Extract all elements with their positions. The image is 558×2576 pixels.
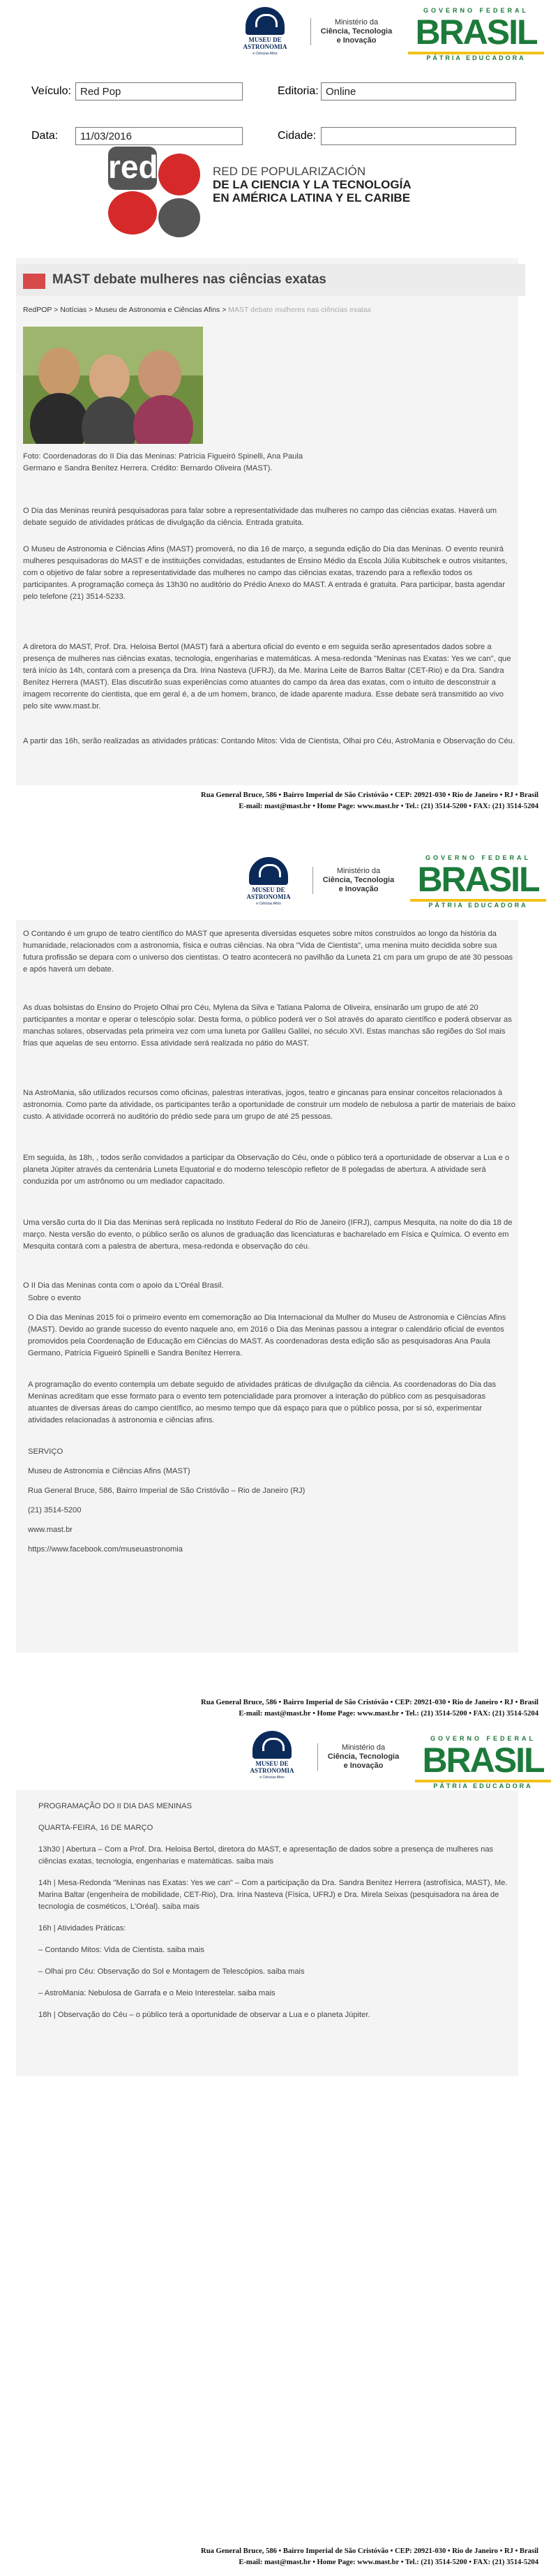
ministry-line3: e Inovação — [338, 885, 379, 893]
breadcrumb-link[interactable]: Notícias — [60, 306, 87, 314]
article-paragraph: A programação do evento contempla um debate seguido de atividades práticas de divulgação da ciência. As coordenadoras do Dia das Meninas acreditam que esse formato para o evento tem potencialidade para promover a interação do público com as pesquisadoras atuantes de diversas áreas do campo científico, ao mesmo tempo que dá espaço para que o público possa, por si só, experimentar atividades relacionadas à astronomia e ciências afins. — [28, 1380, 497, 1424]
article-paragraph: O Museu de Astronomia e Ciências Afins (MAST) promoverá, no dia 16 de março, a segunda edição do Dia das Meninas. O evento reunirá mulheres pesquisadoras do MAST e de instituições convidadas, estudantes de Ensino Médio da Escola Júlia Kubitschek e outros visitantes, com o objetivo de falar sobre a representatividade das mulheres no campo das ciências exatas, trazendo para a reflexão todos os participantes. A programação começa às 13h30 no auditório do Prédio Anexo do MAST. A entrada é gratuita. Para participar, basta agendar pelo telefone (21) 3514-5233. — [23, 545, 508, 601]
cidade-label: Cidade: — [278, 130, 317, 142]
gov-label: GOVERNO FEDERAL — [425, 854, 531, 861]
article-paragraph: O Contando é um grupo de teatro científico do MAST que apresenta diversidas esquetes sobre mitos construídos ao longo da história da humanidade, relacionados com a astronomia, física e outras ciências. Na obra "Vida de Cientista", uma menina muito decidida sobre sua futura profissão se depara com o universo dos cientistas. O teatro acontecerá no pavilhão da Luneta 21 cm para um grupo de até 30 pessoas e após haverá um debate. — [23, 930, 513, 974]
program-item: 16h | Atividades Práticas: — [38, 1924, 126, 1933]
mast-name: MUSEU DE ASTRONOMIA — [246, 886, 291, 900]
brasil-logo — [408, 7, 544, 68]
redpop-circle-icon — [108, 191, 157, 234]
mast-logo — [237, 3, 292, 57]
observatory-dome-icon — [249, 857, 288, 885]
redpop-circle-icon — [158, 198, 200, 237]
photo-person — [138, 350, 181, 399]
article-paragraph: O II Dia das Meninas conta com o apoio da L'Oréal Brasil. — [23, 1281, 224, 1290]
mast-sub: e Ciências Afins — [256, 902, 281, 906]
veiculo-label: Veículo: — [31, 85, 71, 97]
article-paragraph: Em seguida, às 18h, , todos serão convidados a participar da Observação do Céu, onde o público terá a oportunidade de observar a Lua e o planeta Júpiter através da centenária Luneta Equatorial e do moderno telescópio refletor de 8 polegadas de abertura. A atividade será conduzida por um astrônomo ou um mediador capacitado. — [23, 1154, 510, 1186]
slogan: PÁTRIA EDUCADORA — [428, 902, 528, 909]
footer-contact: E-mail: mast@mast.br • Home Page: www.mast.br • Tel.: (21) 3514-5200 • FAX: (21) 3514-5204 — [239, 803, 538, 810]
program-item: – Contando Mitos: Vida de Cientista. saiba mais — [38, 1946, 204, 1954]
mast-logo — [244, 1727, 299, 1781]
article-title: MAST debate mulheres nas ciências exatas — [52, 272, 326, 287]
program-list — [38, 1801, 513, 2031]
redpop-line3: EN AMÉRICA LATINA Y EL CARIBE — [213, 191, 411, 204]
brasil-word: BRASIL — [415, 13, 537, 52]
ministry-line1: Ministério da — [341, 1743, 386, 1752]
article-paragraph: As duas bolsistas do Ensino do Projeto Olhai pro Céu, Mylena da Silva e Tatiana Paloma de Oliveira, ensinarão um grupo de até 20 participantes a montar e operar o telescópio solar. Desta forma, o público poderá ver o Sol através do aparato científico e poderá observar as manchas solares, observadas pela primeira vez com uma luneta por Galileu Galilei, no século XVI. Estas manchas são regiões do Sol mais frias que aquelas de seu entorno. Essa atividade será realizada no pátio do MAST. — [23, 1004, 512, 1048]
footer — [36, 2546, 538, 2568]
photo-caption: Foto: Coordenadoras do II Dia das Meninas: Patrícia Figueiró Spinelli, Ana Paula Germano e Sandra Benítez Herrera. Crédito: Bernardo Oliveira (MAST). — [23, 452, 303, 472]
photo-person — [38, 348, 80, 396]
breadcrumb-link[interactable]: Museu de Astronomia e Ciências Afins — [95, 306, 220, 314]
cidade-field[interactable] — [321, 127, 516, 145]
redpop-line1: RED DE POPULARIZACIÓN — [213, 165, 366, 178]
data-label: Data: — [31, 130, 59, 142]
redpop-logo — [108, 147, 453, 258]
footer-address: Rua General Bruce, 586 • Bairro Imperial de São Cristóvão • CEP: 20921-030 • Rio de Janeiro • RJ • Brasil — [201, 791, 538, 799]
footer — [36, 790, 538, 812]
ministry-label — [310, 18, 395, 45]
mast-name: MUSEU DE ASTRONOMIA — [250, 1760, 294, 1774]
program-item: 18h | Observação do Céu – o público terá a oportunidade de observar a Lua e o planeta Júpiter. — [38, 2011, 370, 2019]
redpop-circle-icon — [158, 154, 200, 195]
redpop-logo-letters: red — [108, 147, 157, 190]
breadcrumb-current: MAST debate mulheres nas ciências exatas — [228, 306, 371, 314]
photo-person — [133, 395, 193, 444]
breadcrumb: RedPOP > Notícias > Museu de Astronomia e Ciências Afins > MAST debate mulheres nas ciências exatas — [23, 306, 371, 314]
brasil-word: BRASIL — [417, 860, 539, 899]
redpop-line2: DE LA CIENCIA Y LA TECNOLOGÍA — [213, 178, 412, 191]
ministry-label — [317, 1743, 402, 1771]
article-paragraph: Na AstroMania, são utilizados recursos como oficinas, palestras interativas, jogos, teatro e gincanas para ensinar conceitos relacionados à astronomia. Como parte da atividade, os participantes terão a oportunidade de construir um modelo de nebulosa a partir de materiais de baixo custo. A atividade ocorrerá no auditório do prédio sede para um grupo de até 25 pessoas. — [23, 1089, 515, 1121]
ministry-line1: Ministério da — [334, 18, 379, 27]
data-field[interactable]: 11/03/2016 — [75, 127, 243, 145]
service-info: Rua General Bruce, 586, Bairro Imperial de São Cristóvão – Rio de Janeiro (RJ) — [28, 1487, 306, 1495]
mast-name: MUSEU DE ASTRONOMIA — [243, 36, 287, 50]
footer — [36, 1697, 538, 1720]
page2-header — [0, 850, 558, 927]
program-heading: PROGRAMAÇÃO DO II DIA DAS MENINAS — [38, 1802, 193, 1810]
page3-header — [0, 1724, 558, 1801]
editoria-field[interactable]: Online — [321, 82, 516, 100]
redpop-text — [213, 165, 450, 204]
breadcrumb-link[interactable]: RedPOP — [23, 306, 52, 314]
photo-person — [30, 393, 89, 444]
article-paragraph: A partir das 16h, serão realizadas as atividades práticas: Contando Mitos: Vida de Cientista, Olhai pro Céu, AstroMania e Observação do Céu. — [23, 737, 515, 745]
photo-person — [89, 355, 130, 401]
ministry-line2: Ciência, Tecnologia — [320, 27, 393, 36]
brasil-logo — [415, 1735, 551, 1796]
page1-header — [0, 0, 558, 77]
footer-address: Rua General Bruce, 586 • Bairro Imperial de São Cristóvão • CEP: 20921-030 • Rio de Janeiro • RJ • Brasil — [201, 1699, 538, 1706]
brasil-logo — [410, 854, 546, 916]
slogan: PÁTRIA EDUCADORA — [426, 54, 526, 61]
ministry-line2: Ciência, Tecnologia — [327, 1752, 400, 1761]
program-item: 13h30 | Abertura – Com a Prof. Dra. Heloisa Bertol, diretora do MAST, e apresentação de dados sobre a presença de mulheres nas ciências exatas, tecnologia, engenharias e matemáticas. saiba mais — [38, 1845, 494, 1866]
article-photo — [23, 327, 203, 444]
gov-label: GOVERNO FEDERAL — [430, 1735, 536, 1742]
service-info: Museu de Astronomia e Ciências Afins (MAST) — [28, 1467, 190, 1475]
article-paragraph: O Dia das Meninas 2015 foi o primeiro evento em comemoração ao Dia Internacional da Mulher do Museu de Astronomia e Ciências Afins (MAST). Devido ao grande sucesso do evento naquele ano, em 2016 o Dia das Meninas passou a integrar o calendário oficial de eventos promovidos pela Coordenação de Educação em Ciências do MAST. As coordenadoras desta edição são as pesquisadoras Ana Paula Germano, Patrícia Figueiró Spinelli e Sandra Benítez Herrera. — [28, 1313, 506, 1357]
ministry-label — [312, 867, 397, 894]
editoria-label: Editoria: — [278, 85, 319, 97]
ministry-line2: Ciência, Tecnologia — [322, 876, 395, 884]
photo-person — [82, 396, 137, 444]
mast-logo — [241, 853, 295, 907]
program-item: 14h | Mesa-Redonda "Meninas nas Exatas: Yes we can" – Com a participação da Dra. Sandra Benítez Herrera (astrofísica, MAST), Me. Marina Baltar (engenheira de mobilidade, CET-Rio), Dra. Irina Nasteva (Física, UFRJ) e Dra. Mirela Seixas (pesquisadora na área de tecnologia de cosméticos, L'Oréal). saiba mais — [38, 1879, 508, 1911]
program-item: – Olhai pro Céu: Observação do Sol e Montagem de Telescópios. saiba mais — [38, 1967, 305, 1976]
brasil-word: BRASIL — [422, 1741, 544, 1780]
veiculo-field[interactable]: Red Pop — [75, 82, 243, 100]
ministry-line3: e Inovação — [343, 1762, 384, 1770]
service-link[interactable]: www.mast.br — [28, 1526, 73, 1534]
gov-label: GOVERNO FEDERAL — [423, 7, 529, 14]
ministry-line1: Ministério da — [336, 867, 381, 875]
section-heading: SERVIÇO — [28, 1447, 63, 1456]
slogan: PÁTRIA EDUCADORA — [433, 1782, 533, 1789]
article-paragraph: O Dia das Meninas reunirá pesquisadoras para falar sobre a representatividade das mulheres no campo das ciências exatas. Haverá um debate seguido de atividades práticas de divulgação da ciência. Entrada gratuita. — [23, 507, 497, 527]
article-paragraph: A diretora do MAST, Prof. Dra. Heloisa Bertol (MAST) fará a abertura oficial do evento e em seguida serão apresentados dados sobre a presença de mulheres nas ciências exatas, tecnologia, engenharias e matemáticas. A mesa-redonda "Meninas nas Exatas: Yes we can", que terá início às 14h, contará com a presença da Dra. Irina Nasteva (UFRJ), da Me. Marina Leite de Barros Baltar (CET-Rio) e da Dra. Sandra Benítez Herrera (MAST). Elas discutirão suas experiências como atuantes do campo da área das exatas, com o intuito de desconstruir a imagem recorrente do cientista, que em geral é, a de um homem, branco, de idade aparente madura. Esse debate será transmitido ao vivo pelo site www.mast.br. — [23, 643, 511, 710]
service-link[interactable]: https://www.facebook.com/museuastronomia — [28, 1545, 183, 1554]
section-heading: Sobre o evento — [28, 1294, 81, 1302]
ministry-line3: e Inovação — [336, 36, 377, 45]
article-paragraph: Uma versão curta do II Dia das Meninas será replicada no Instituto Federal do Rio de Janeiro (IFRJ), campus Mesquita, na noite do dia 18 de março. Nesta versão do evento, o público serão os alunos de graduação das licenciaturas e bacharelado em Física e Química. O evento em Mesquita contará com a palestra de abertura, mesa-redonda e observação do céu. — [23, 1219, 513, 1251]
article-header — [16, 264, 525, 296]
program-date: QUARTA-FEIRA, 16 DE MARÇO — [38, 1824, 153, 1832]
footer-contact: E-mail: mast@mast.br • Home Page: www.mast.br • Tel.: (21) 3514-5200 • FAX: (21) 3514-5204 — [239, 2559, 538, 2566]
observatory-dome-icon — [252, 1731, 292, 1759]
footer-address: Rua General Bruce, 586 • Bairro Imperial de São Cristóvão • CEP: 20921-030 • Rio de Janeiro • RJ • Brasil — [201, 2547, 538, 2555]
program-item: – AstroMania: Nebulosa de Garrafa e o Meio Interestelar. saiba mais — [38, 1989, 276, 1997]
observatory-dome-icon — [246, 7, 285, 35]
red-square-icon — [23, 274, 45, 289]
service-info: (21) 3514-5200 — [28, 1506, 82, 1514]
mast-sub: e Ciências Afins — [259, 1775, 285, 1780]
mast-sub: e Ciências Afins — [252, 52, 278, 56]
footer-contact: E-mail: mast@mast.br • Home Page: www.mast.br • Tel.: (21) 3514-5200 • FAX: (21) 3514-5204 — [239, 1710, 538, 1718]
